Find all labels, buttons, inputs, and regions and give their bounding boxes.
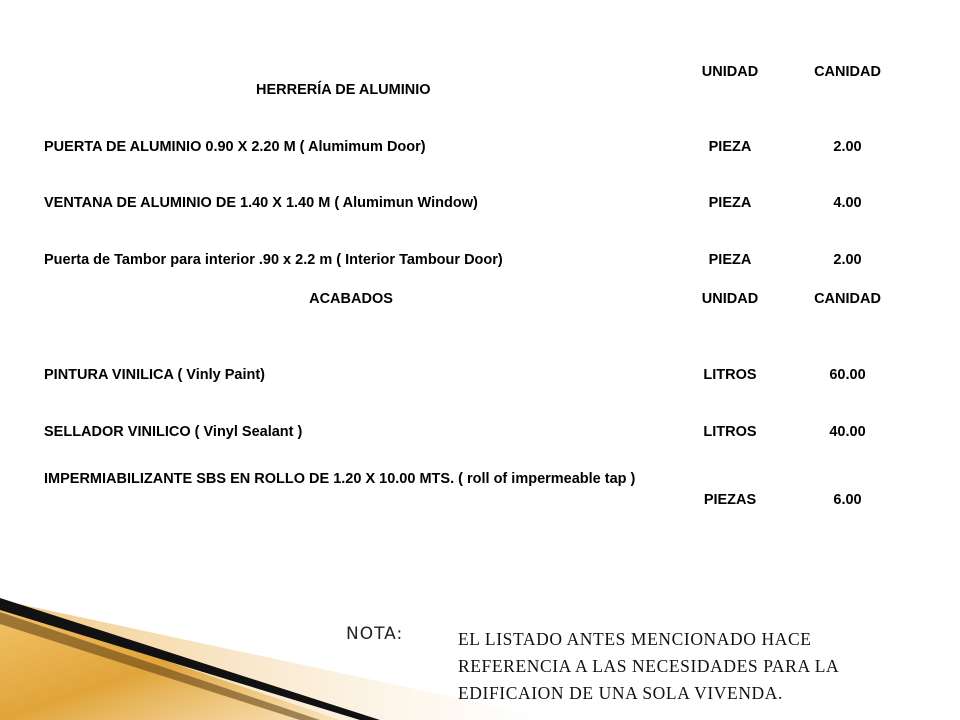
section-title-acabados: ACABADOS bbox=[309, 291, 393, 307]
row-unit: PIEZA bbox=[708, 252, 752, 268]
row-description: IMPERMIABILIZANTE SBS EN ROLLO DE 1.20 X 10.00 MTS. ( roll of impermeable tap ) bbox=[44, 471, 636, 487]
row-qty: 2.00 bbox=[833, 139, 862, 155]
section-title-herreria: HERRERÍA DE ALUMINIO bbox=[256, 82, 431, 98]
row-unit: PIEZA bbox=[708, 195, 752, 211]
row-description: Puerta de Tambor para interior .90 x 2.2 m ( Interior Tambour Door) bbox=[44, 252, 503, 268]
row-description: SELLADOR VINILICO ( Vinyl Sealant ) bbox=[44, 424, 303, 440]
row-unit: LITROS bbox=[703, 424, 757, 440]
row-description: VENTANA DE ALUMINIO DE 1.40 X 1.40 M ( Alumimun Window) bbox=[44, 195, 478, 211]
column-header-unit: UNIDAD bbox=[701, 291, 759, 307]
row-qty: 2.00 bbox=[833, 252, 862, 268]
column-header-qty: CANIDAD bbox=[814, 64, 881, 80]
row-qty: 4.00 bbox=[833, 195, 862, 211]
column-header-unit: UNIDAD bbox=[701, 64, 759, 80]
row-qty: 60.00 bbox=[829, 367, 866, 383]
row-qty: 6.00 bbox=[833, 492, 862, 508]
row-unit: PIEZA bbox=[708, 139, 752, 155]
row-qty: 40.00 bbox=[829, 424, 866, 440]
column-header-qty: CANIDAD bbox=[814, 291, 881, 307]
note-text: EL LISTADO ANTES MENCIONADO HACE REFERENCIA A LAS NECESIDADES PARA LA EDIFICAION DE UNA SOLA VIVENDA. bbox=[458, 629, 839, 703]
row-unit: PIEZAS bbox=[703, 492, 757, 508]
row-unit: LITROS bbox=[703, 367, 757, 383]
row-description: PUERTA DE ALUMINIO 0.90 X 2.20 M ( Alumimum Door) bbox=[44, 139, 426, 155]
note-label: NOTA: bbox=[346, 624, 404, 644]
row-description: PINTURA VINILICA ( Vinly Paint) bbox=[44, 367, 266, 383]
